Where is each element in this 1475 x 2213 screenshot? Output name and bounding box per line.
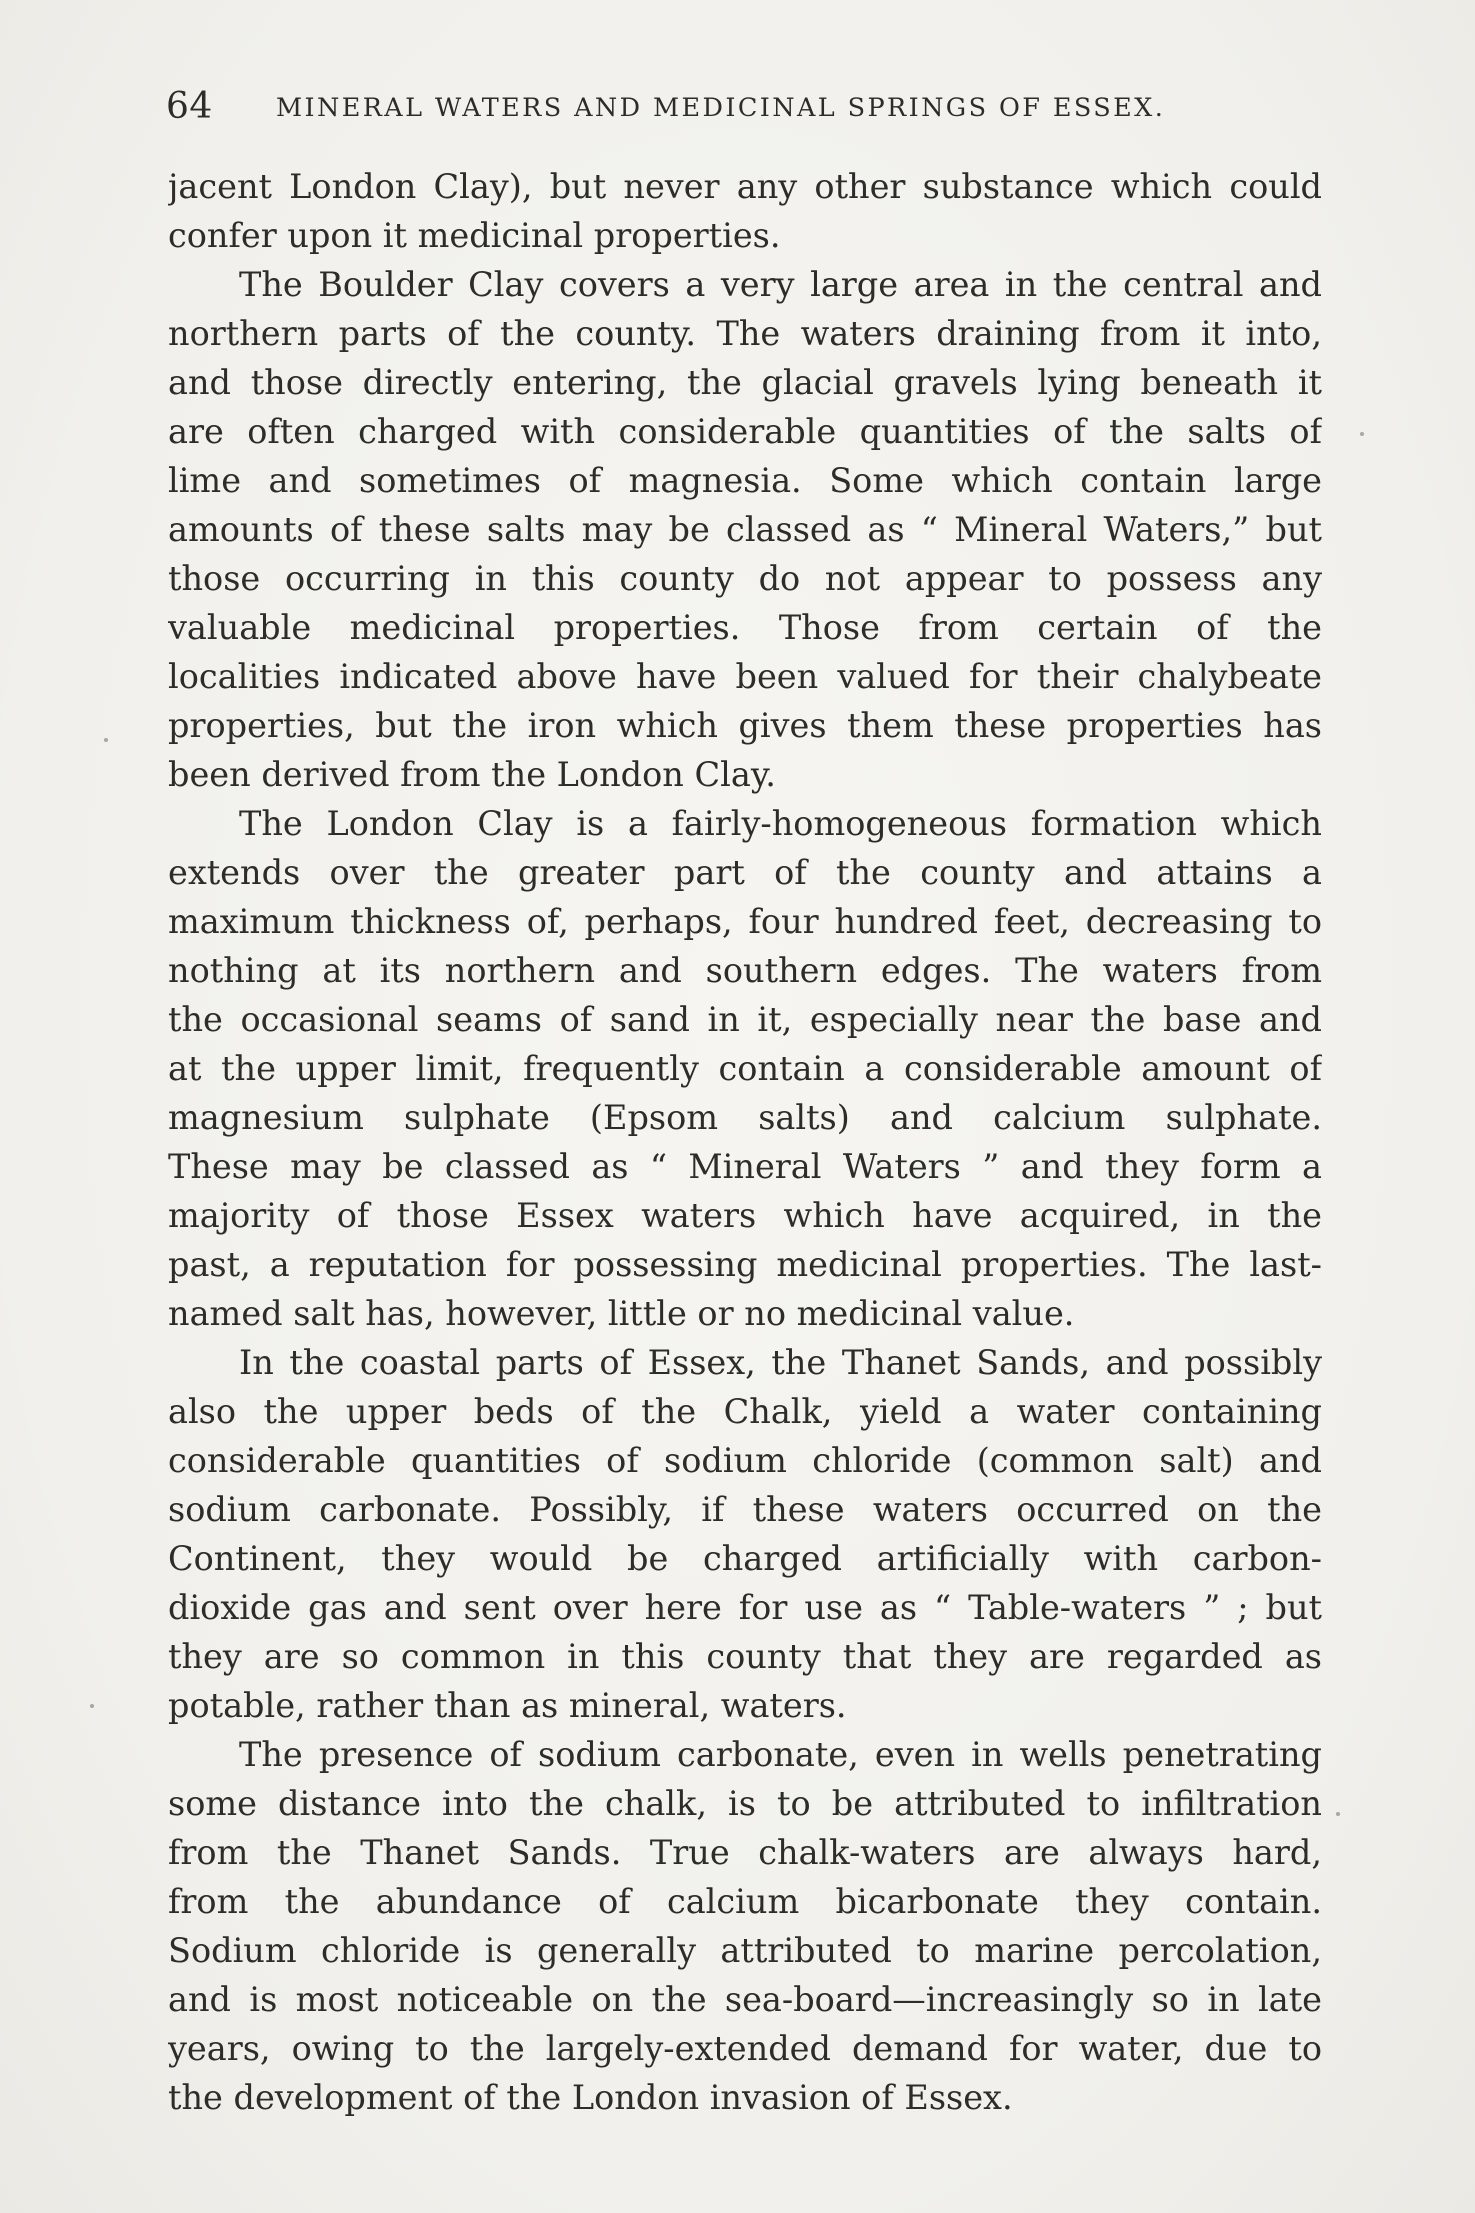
text-line: Continent, they would be charged artificially with carbon- (168, 1539, 1322, 1578)
text-line: majority of those Essex waters which have acquired, in the (168, 1196, 1322, 1235)
paper-speck (1336, 1812, 1340, 1816)
text-line: valuable medicinal properties. Those from certain of the (168, 608, 1322, 647)
text-line: those occurring in this county do not appear to possess any (168, 559, 1322, 598)
text-line: The presence of sodium carbonate, even in wells penetrating (239, 1735, 1322, 1774)
text-line: they are so common in this county that they are regarded as (168, 1637, 1322, 1676)
text-line: properties, but the iron which gives them these properties has (168, 706, 1322, 745)
body-text (168, 162, 1322, 2122)
text-line: amounts of these salts may be classed as “ Mineral Waters,” but (168, 510, 1322, 549)
text-line: named salt has, however, little or no medicinal value. (168, 1294, 1075, 1333)
text-line: sodium carbonate. Possibly, if these waters occurred on the (168, 1490, 1322, 1529)
text-line: from the Thanet Sands. True chalk-waters are always hard, (168, 1833, 1322, 1872)
text-line: northern parts of the county. The waters draining from it into, (168, 314, 1322, 353)
text-line: localities indicated above have been valued for their chalybeate (168, 657, 1322, 696)
text-line: jacent London Clay), but never any other substance which could (168, 167, 1322, 206)
text-line: some distance into the chalk, is to be attributed to infiltration (168, 1784, 1322, 1823)
text-line: In the coastal parts of Essex, the Thanet Sands, and possibly (239, 1343, 1322, 1382)
text-line: potable, rather than as mineral, waters. (168, 1686, 847, 1725)
text-line: maximum thickness of, perhaps, four hundred feet, decreasing to (168, 902, 1322, 941)
text-line: are often charged with considerable quantities of the salts of (168, 412, 1322, 451)
running-title: MINERAL WATERS AND MEDICINAL SPRINGS OF ESSEX. (276, 93, 1166, 123)
text-line: at the upper limit, frequently contain a considerable amount of (168, 1049, 1322, 1088)
text-line: extends over the greater part of the county and attains a (168, 853, 1322, 892)
text-line: nothing at its northern and southern edges. The waters from (168, 951, 1322, 990)
text-line: These may be classed as “ Mineral Waters ” and they form a (168, 1147, 1322, 1186)
text-line: past, a reputation for possessing medicinal properties. The last- (168, 1245, 1322, 1284)
text-line: confer upon it medicinal properties. (168, 216, 781, 255)
text-line: and those directly entering, the glacial gravels lying beneath it (168, 363, 1322, 402)
running-head (166, 82, 1326, 132)
text-line: Sodium chloride is generally attributed to marine percolation, (168, 1931, 1322, 1970)
paper-speck (1360, 432, 1364, 436)
paper-speck (104, 738, 108, 742)
text-line: The London Clay is a fairly-homogeneous formation which (239, 804, 1322, 843)
text-line: also the upper beds of the Chalk, yield a water containing (168, 1392, 1322, 1431)
text-line: dioxide gas and sent over here for use as “ Table-waters ” ; but (168, 1588, 1322, 1627)
text-line: years, owing to the largely-extended demand for water, due to (168, 2029, 1322, 2068)
text-line: lime and sometimes of magnesia. Some which contain large (168, 461, 1322, 500)
text-line: the occasional seams of sand in it, especially near the base and (168, 1000, 1322, 1039)
text-line: the development of the London invasion of Essex. (168, 2078, 1013, 2117)
paper-speck (90, 1704, 94, 1708)
page-number: 64 (166, 86, 213, 127)
text-line: from the abundance of calcium bicarbonate they contain. (168, 1882, 1322, 1921)
text-line: and is most noticeable on the sea-board—increasingly so in late (168, 1980, 1322, 2019)
text-line: magnesium sulphate (Epsom salts) and calcium sulphate. (168, 1098, 1322, 1137)
text-line: been derived from the London Clay. (168, 755, 776, 794)
text-line: considerable quantities of sodium chloride (common salt) and (168, 1441, 1322, 1480)
text-line: The Boulder Clay covers a very large area in the central and (239, 265, 1322, 304)
